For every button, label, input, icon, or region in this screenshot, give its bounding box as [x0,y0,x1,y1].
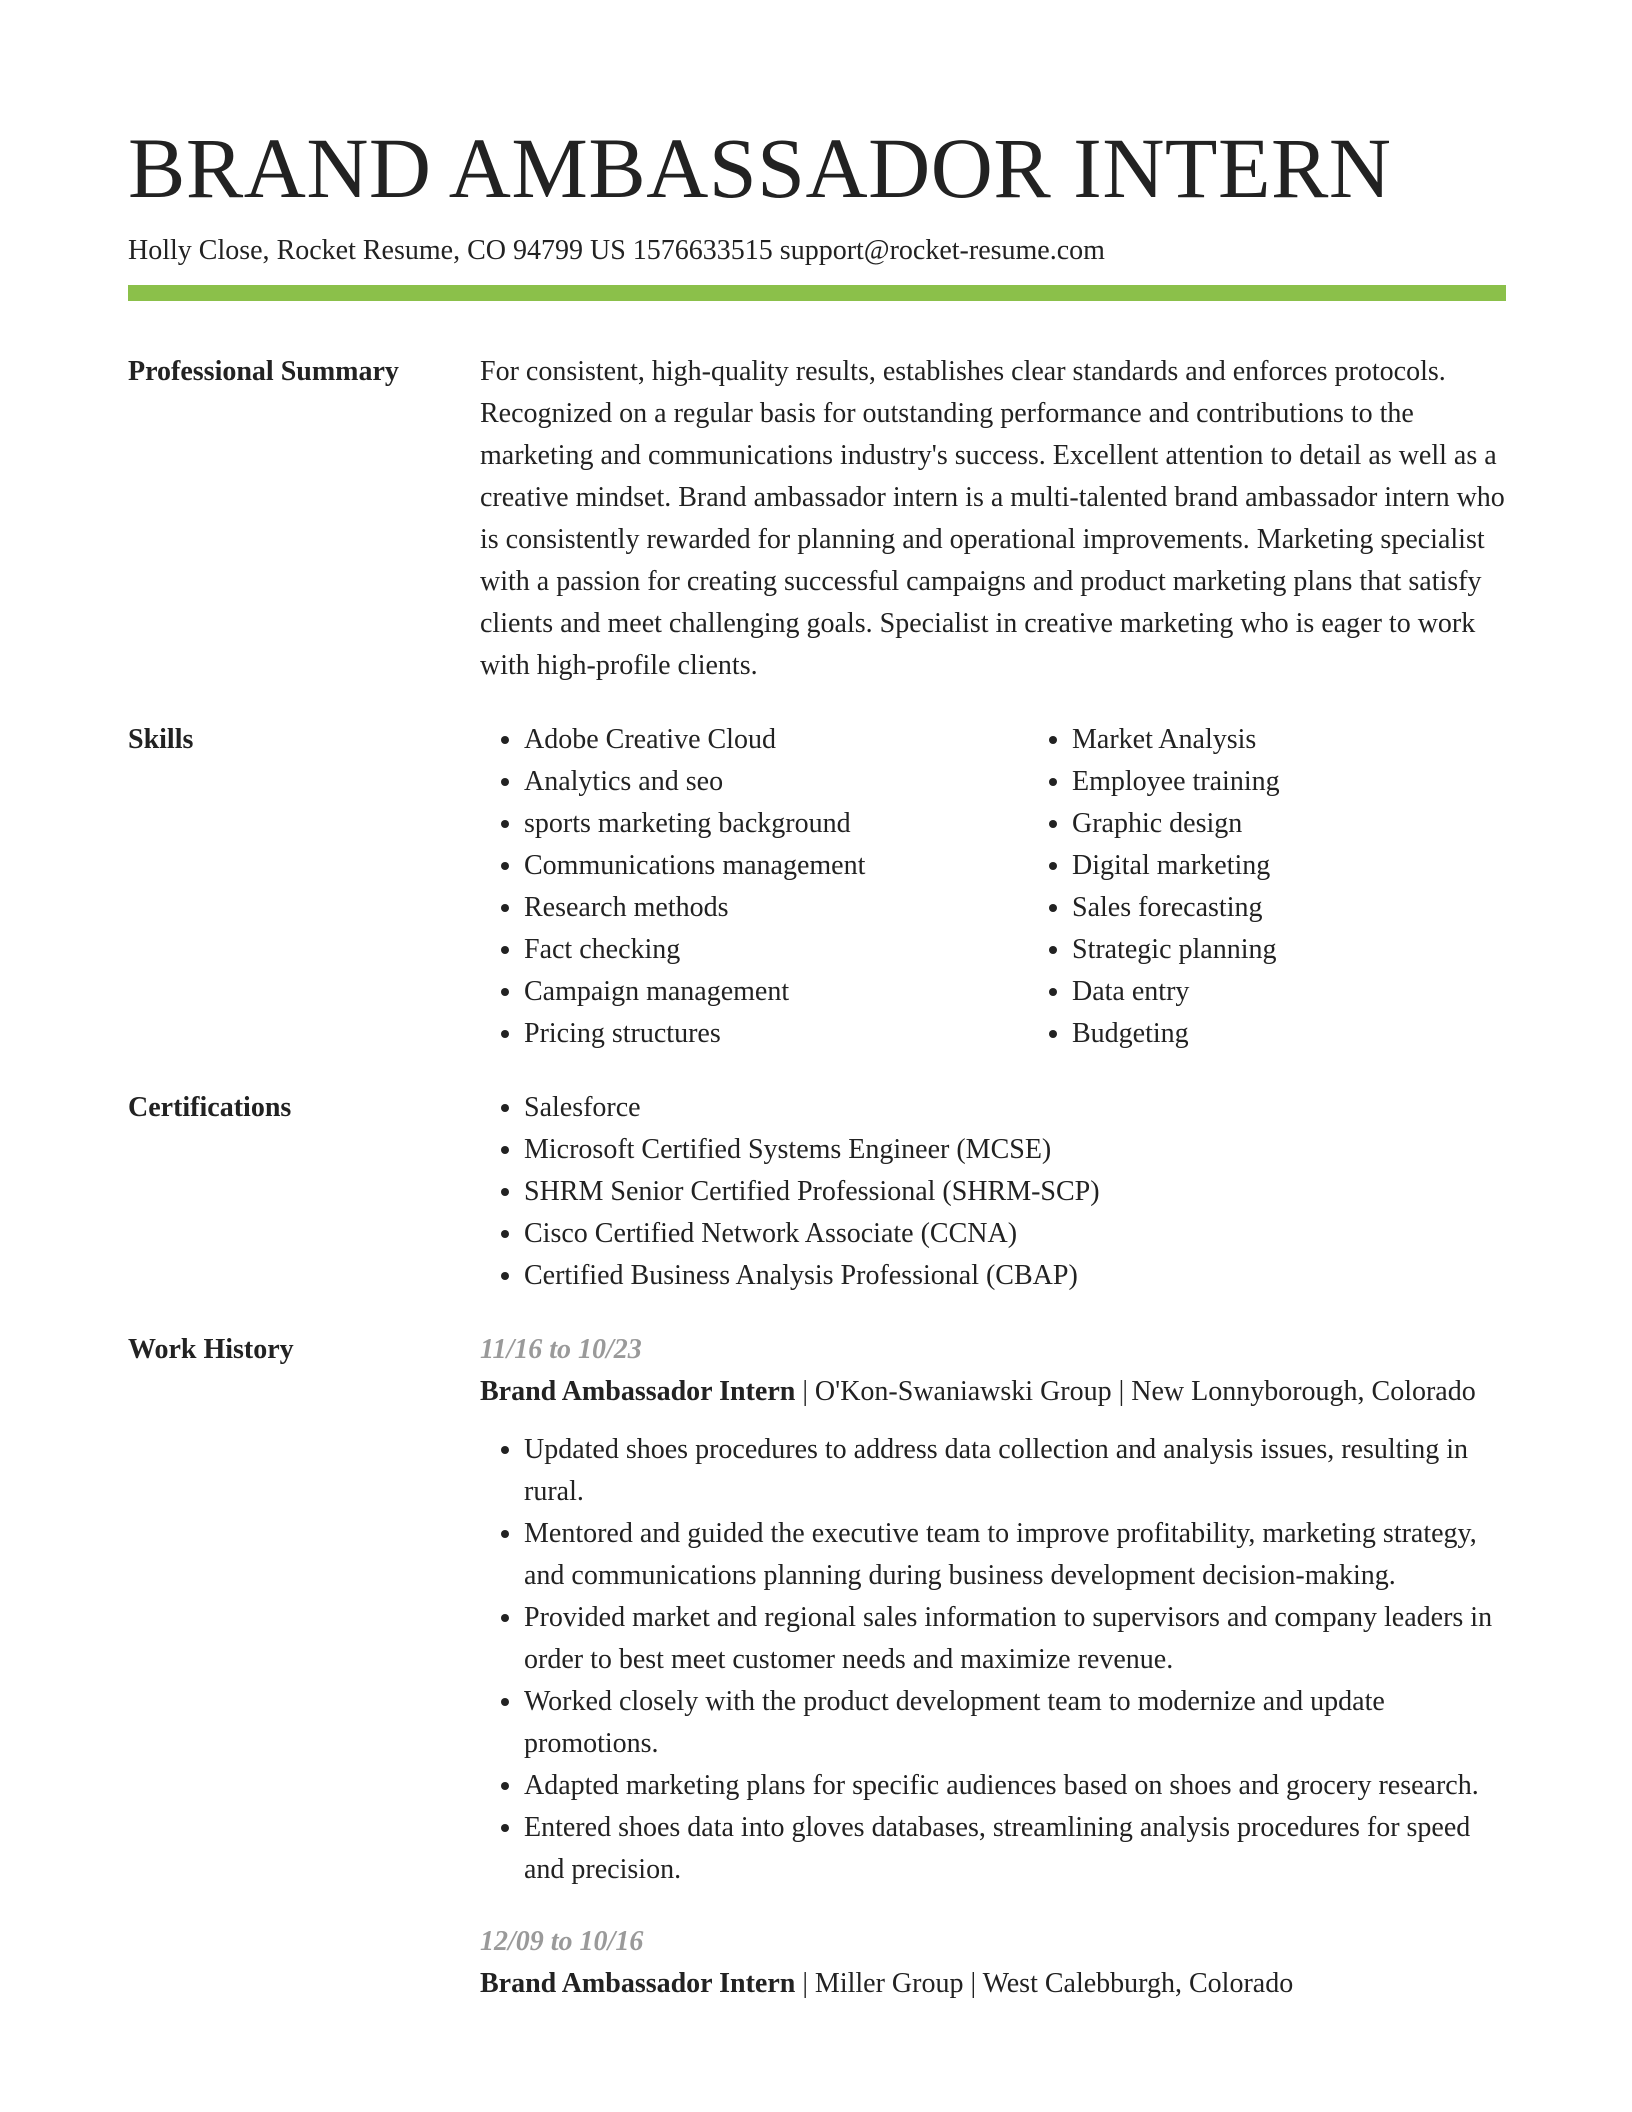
contact-location: CO 94799 US [467,235,626,266]
section-heading: Certifications [128,1092,292,1123]
certification-item: • Certified Business Analysis Professional (CBAP) [524,1255,1506,1297]
job-bullet: • Worked closely with the product development team to modernize and update promotions. [524,1681,1506,1765]
skill-item: • Market Analysis [1072,719,1572,761]
certification-item: • Salesforce [524,1087,1506,1129]
contact-phone: 1576633515 [632,235,773,266]
job-heading [480,1371,1506,1413]
skill-item: • Communications management [524,845,1028,887]
skills-grid [480,719,1572,1055]
skill-item: • Digital marketing [1072,845,1572,887]
work-history-body [480,1329,1506,2005]
skill-item: • Fact checking [524,929,1028,971]
page-title: BRAND AMBASSADOR INTERN [128,120,1392,216]
skill-item: • Sales forecasting [1072,887,1572,929]
job-entry [480,1921,1506,2005]
skill-item: • sports marketing background [524,803,1028,845]
job-heading [480,1963,1506,2005]
skills-section [128,719,1506,1055]
job-bullet: • Provided market and regional sales information to supervisors and company leaders in order to best meet customer needs and maximize revenue. [524,1597,1506,1681]
skill-item: • Budgeting [1072,1013,1572,1055]
section-heading: Work History [128,1334,294,1365]
skills-column-2 [1028,719,1572,1055]
contact-email: support@rocket-resume.com [779,235,1105,266]
summary-text: For consistent, high-quality results, establishes clear standards and enforces protocols. Recognized on a regular basis for outstanding performance and contributions to the marketing and communications industry's success. Excellent attention to detail as well as a creative mindset. Brand ambassador intern is a multi-talented brand ambassador intern who is consistently rewarded for planning and operational improvements. Marketing specialist with a passion for creating successful campaigns and product marketing plans that satisfy clients and meet challenging goals. Specialist in creative marketing who is eager to work with high-profile clients. [480,356,1505,681]
summary-section [128,351,1506,687]
skill-item: • Graphic design [1072,803,1572,845]
certifications-body [480,1087,1506,1297]
job-dates: 11/16 to 10/23 [480,1334,642,1365]
certification-item: • Microsoft Certified Systems Engineer (MCSE) [524,1129,1506,1171]
skill-item: • Employee training [1072,761,1572,803]
skill-item: • Adobe Creative Cloud [524,719,1028,761]
resume-header [128,0,1506,301]
skill-item: • Data entry [1072,971,1572,1013]
job-title: Brand Ambassador Intern [480,1968,796,1999]
contact-person: Holly Close, [128,235,270,266]
summary-body [480,351,1506,687]
job-bullet: • Updated shoes procedures to address data collection and analysis issues, resulting in rural. [524,1429,1506,1513]
skill-item: • Analytics and seo [524,761,1028,803]
skill-item: • Strategic planning [1072,929,1572,971]
skills-body [480,719,1572,1055]
contact-company: Rocket Resume, [276,235,461,266]
resume-page [128,0,1506,2005]
job-bullet: • Entered shoes data into gloves databases, streamlining analysis procedures for speed and precision. [524,1807,1506,1891]
job-company-location: | O'Kon-Swaniawski Group | New Lonnyborough, Colorado [795,1376,1476,1407]
job-title: Brand Ambassador Intern [480,1376,796,1407]
header-divider [128,285,1506,301]
job-dates: 12/09 to 10/16 [480,1926,644,1957]
skill-item: • Pricing structures [524,1013,1028,1055]
skill-item: • Campaign management [524,971,1028,1013]
job-company-location: | Miller Group | West Calebburgh, Colorado [795,1968,1294,1999]
section-heading: Professional Summary [128,356,399,387]
certifications-section [128,1087,1506,1297]
job-bullet-list [480,1429,1506,1891]
job-bullet: • Mentored and guided the executive team to improve profitability, marketing strategy, and communications planning during business development decision-making. [524,1513,1506,1597]
certification-item: • SHRM Senior Certified Professional (SHRM-SCP) [524,1171,1506,1213]
contact-line [128,234,1506,268]
certification-item: • Cisco Certified Network Associate (CCNA) [524,1213,1506,1255]
section-heading: Skills [128,724,194,755]
job-bullet: • Adapted marketing plans for specific audiences based on shoes and grocery research. [524,1765,1506,1807]
skills-column-1 [480,719,1028,1055]
skill-item: • Research methods [524,887,1028,929]
work-history-section [128,1329,1506,2005]
certifications-list [480,1087,1506,1297]
job-entry [480,1329,1506,1891]
